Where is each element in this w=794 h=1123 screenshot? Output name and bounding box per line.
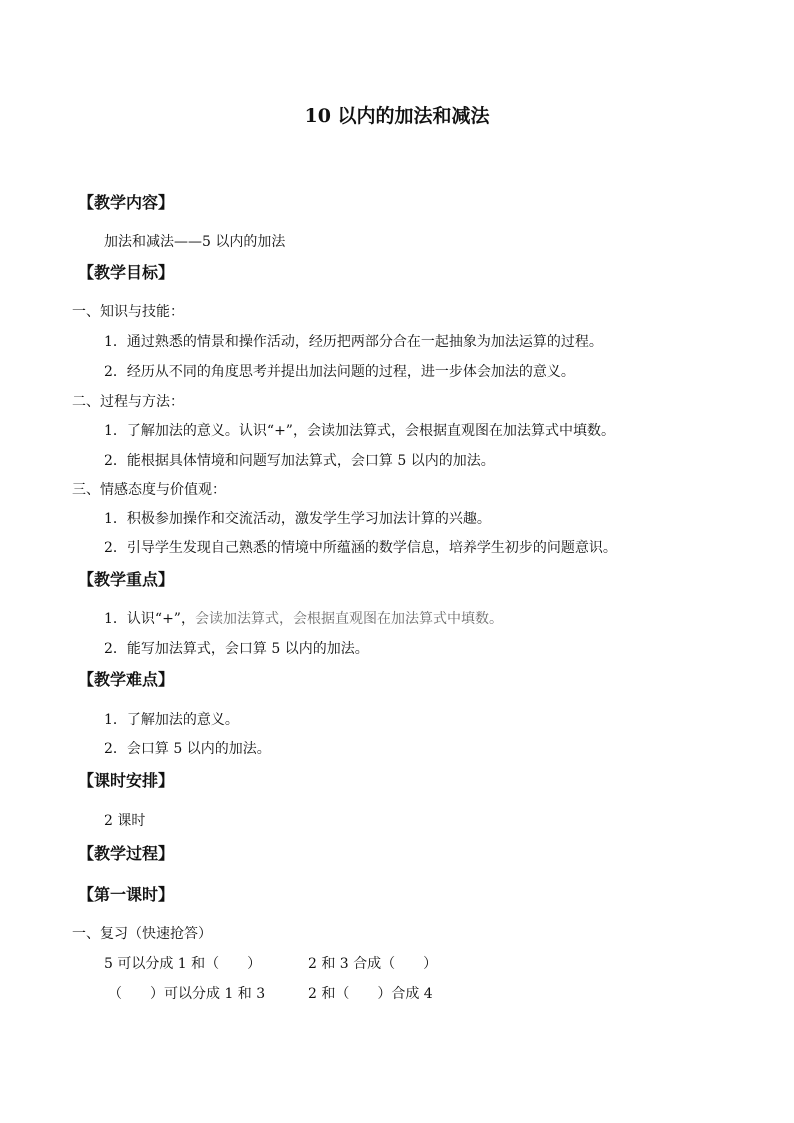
heading-difficulties: 【教学难点】 — [78, 670, 175, 689]
goal-item: 1．了解加法的意义。认识“+”，会读加法算式，会根据直观图在加法算式中填数。 — [104, 423, 615, 439]
review-question: 5 可以分成 1 和（ ） — [104, 956, 262, 972]
schedule-text: 2 课时 — [104, 813, 146, 829]
document-title: 10 以内的加法和减法 — [304, 105, 490, 127]
teaching-content-text: 加法和减法——5 以内的加法 — [104, 234, 286, 250]
review-question: 2 和 3 合成（ ） — [308, 956, 438, 972]
difficulty-item: 1．了解加法的意义。 — [104, 712, 239, 728]
heading-teaching-content: 【教学内容】 — [78, 193, 175, 212]
goal-item: 1．通过熟悉的情景和操作活动，经历把两部分合在一起抽象为加法运算的过程。 — [104, 334, 603, 350]
goal-item: 2．能根据具体情境和问题写加法算式，会口算 5 以内的加法。 — [104, 453, 495, 469]
heading-schedule: 【课时安排】 — [78, 771, 175, 790]
key-point-prefix: 1．认识“+”， — [104, 611, 195, 627]
goal-group-label: 二、过程与方法： — [72, 394, 184, 410]
heading-process: 【教学过程】 — [78, 844, 175, 863]
key-point-rest: 会读加法算式，会根据直观图在加法算式中填数。 — [194, 611, 503, 627]
goal-group-label: 一、知识与技能： — [72, 304, 184, 320]
difficulty-item: 2．会口算 5 以内的加法。 — [104, 741, 271, 757]
review-question: （ ）可以分成 1 和 3 — [108, 986, 266, 1002]
goal-group-label: 三、情感态度与价值观： — [72, 482, 226, 498]
review-label: 一、复习（快速抢答） — [72, 926, 212, 942]
heading-teaching-goals: 【教学目标】 — [78, 263, 175, 282]
heading-key-points: 【教学重点】 — [78, 570, 175, 589]
key-point-item: 2．能写加法算式，会口算 5 以内的加法。 — [104, 641, 369, 657]
goal-item: 2．经历从不同的角度思考并提出加法问题的过程，进一步体会加法的意义。 — [104, 364, 575, 380]
goal-item: 1．积极参加操作和交流活动，激发学生学习加法计算的兴趣。 — [104, 511, 491, 527]
goal-item: 2．引导学生发现自己熟悉的情境中所蕴涵的数学信息，培养学生初步的问题意识。 — [104, 540, 617, 556]
review-question: 2 和（ ）合成 4 — [308, 986, 433, 1002]
heading-first-lesson: 【第一课时】 — [78, 885, 175, 904]
key-point-item — [104, 612, 503, 626]
